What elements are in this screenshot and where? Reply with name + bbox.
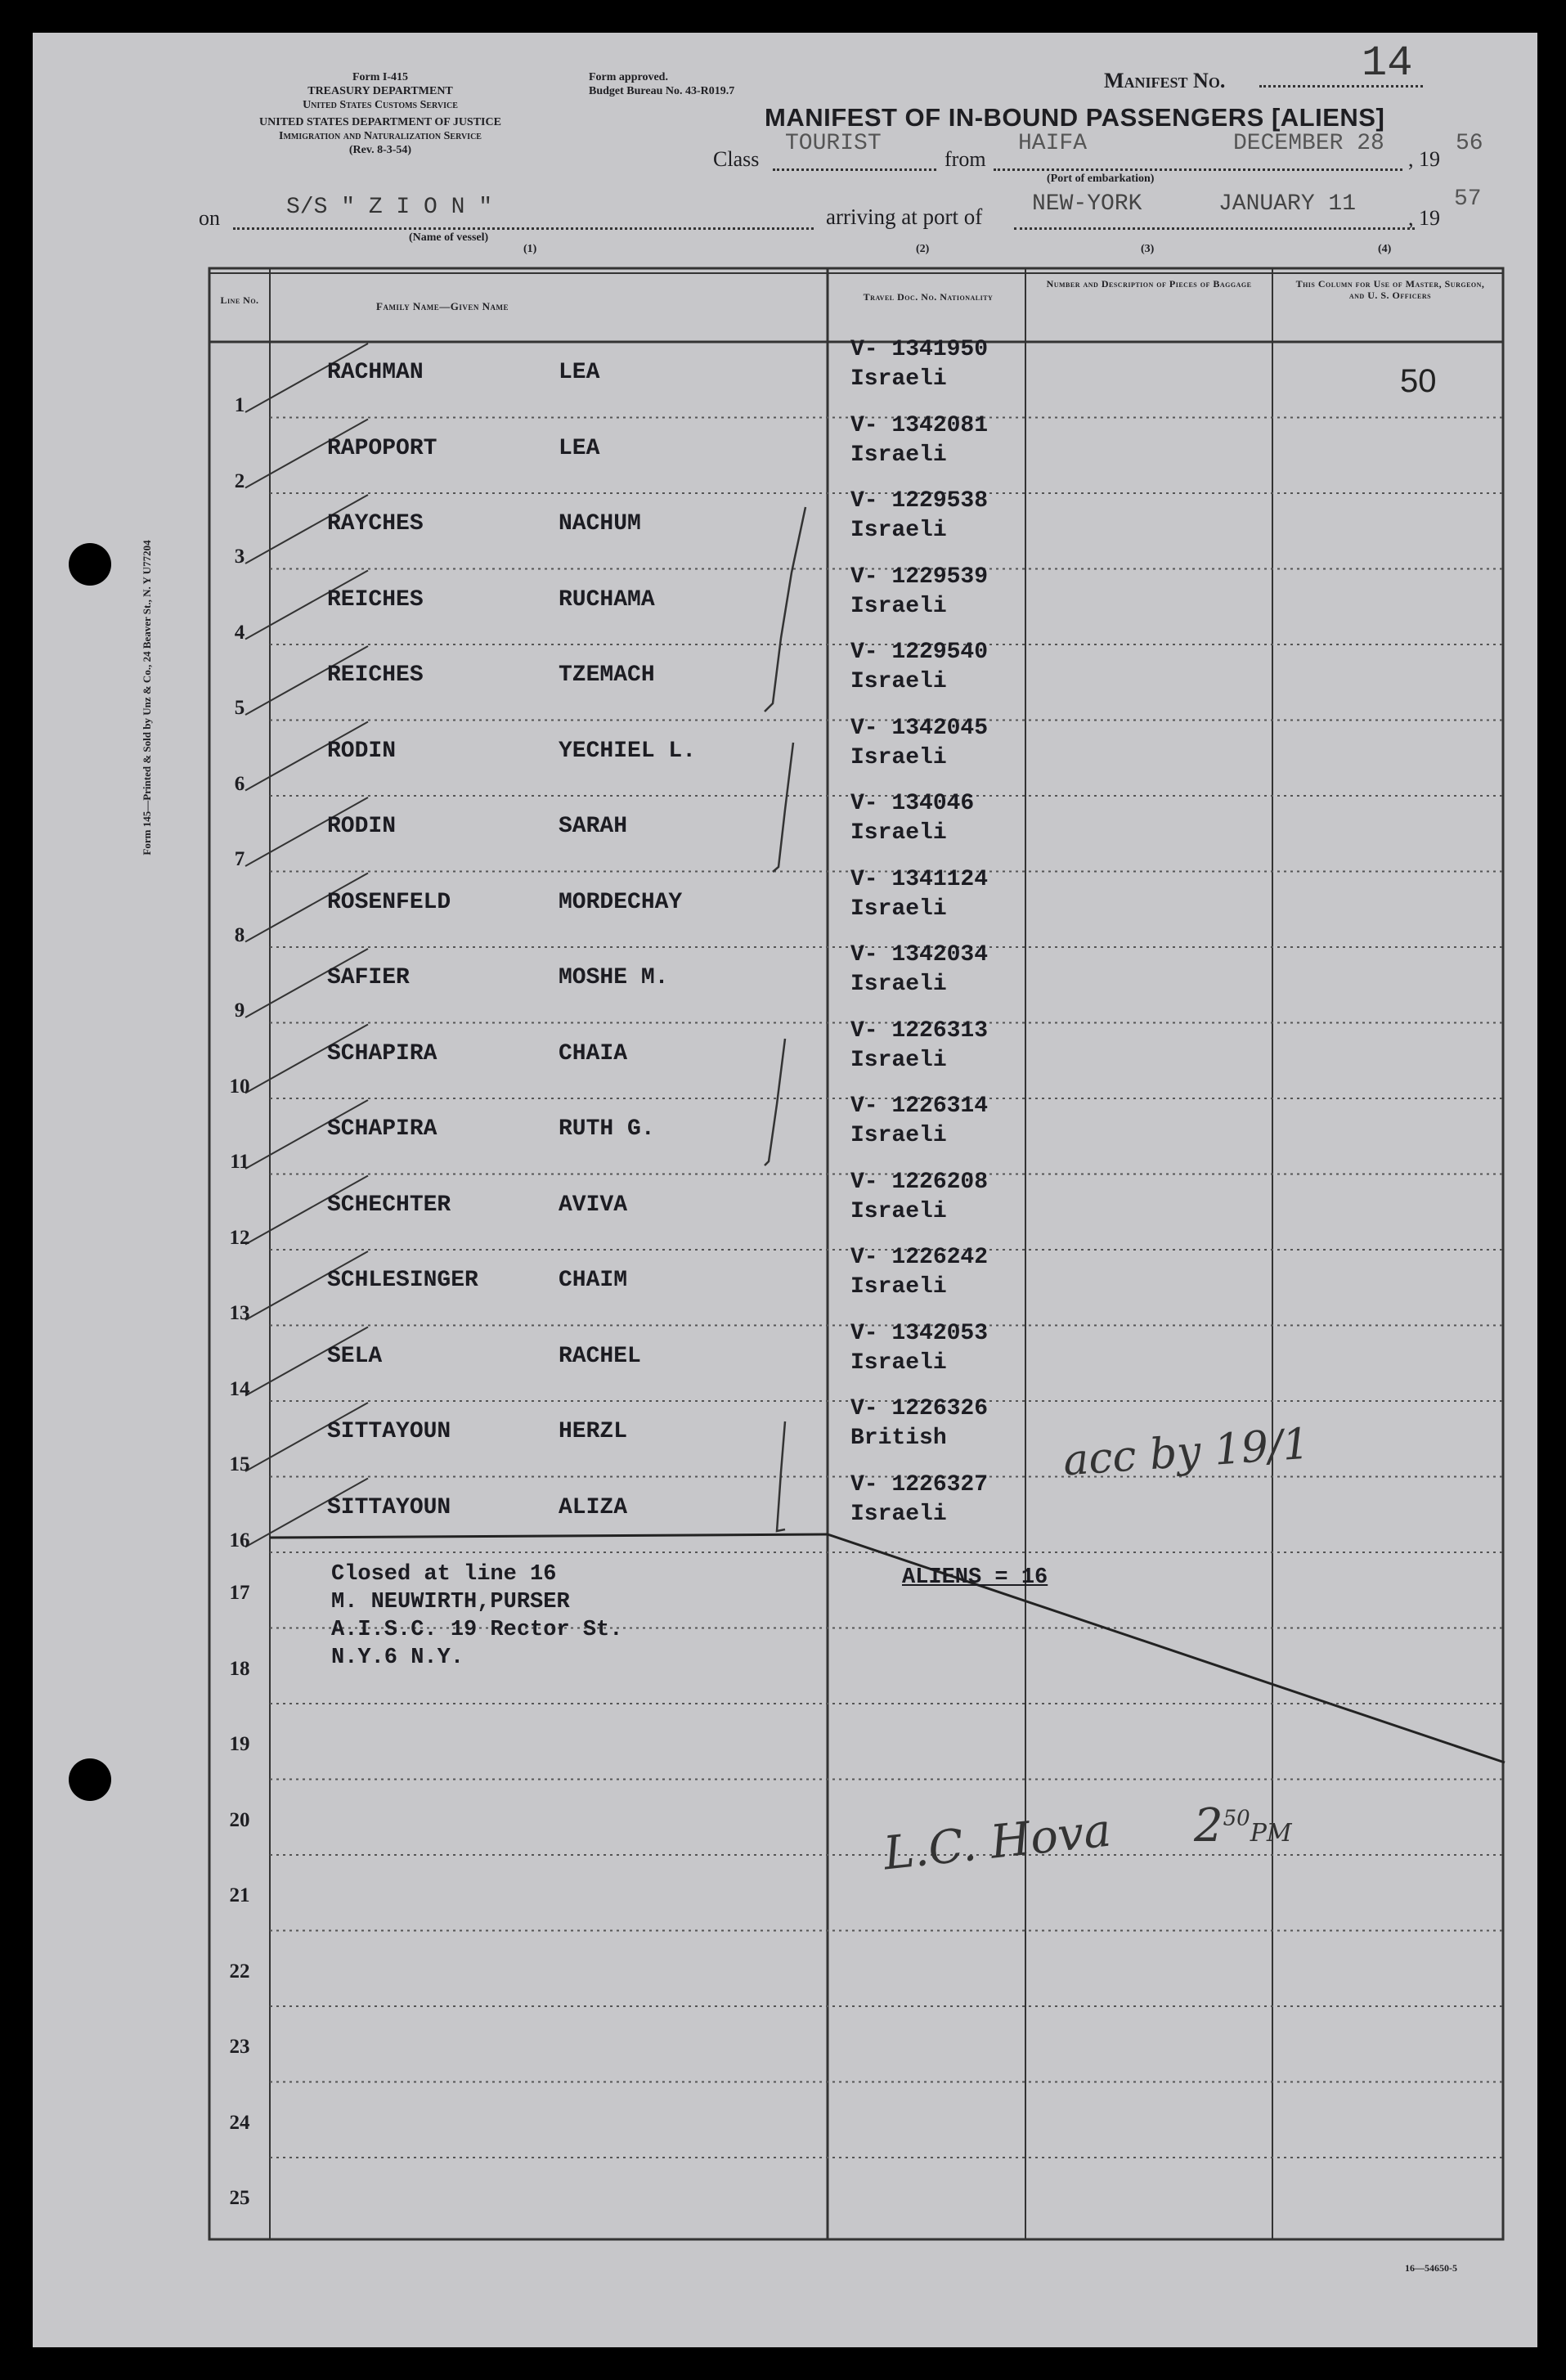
class-value: TOURIST [785, 131, 882, 156]
port-embark-caption: (Port of embarkation) [1047, 173, 1155, 185]
nationality: Israeli [850, 1047, 947, 1073]
family-name: SCHAPIRA [327, 1116, 437, 1142]
nationality: Israeli [850, 442, 947, 468]
nationality: Israeli [850, 669, 947, 694]
from-value: HAIFA [1018, 131, 1088, 156]
line-number: 19 [229, 1733, 250, 1755]
family-name: RAPOPORT [327, 435, 437, 461]
arriving-label: arriving at port of [826, 204, 983, 229]
family-name: REICHES [327, 662, 424, 688]
col-marker-2: (2) [916, 243, 930, 255]
line-number: 20 [229, 1808, 250, 1831]
travel-doc-number: V- 1226326 [850, 1396, 989, 1421]
nationality: Israeli [850, 1274, 947, 1300]
col-header-line-no: Line No. [220, 294, 259, 306]
vessel-name: S/S " Z I O N " [286, 195, 493, 220]
family-name: SAFIER [327, 965, 410, 990]
nationality: Israeli [850, 366, 947, 392]
family-name: SITTAYOUN [327, 1419, 451, 1444]
line-number: 8 [234, 923, 245, 946]
time-pm: PM [1250, 1819, 1292, 1848]
given-name: RUCHAMA [559, 586, 655, 613]
col-marker-4: (4) [1378, 243, 1392, 255]
officer-signature: L.C. Hova [881, 1803, 1114, 1881]
arrival-19: , 19 [1408, 206, 1440, 230]
closing-purser: M. NEUWIRTH,PURSER [331, 1590, 570, 1614]
line-number: 16 [229, 1529, 250, 1551]
line-number: 4 [234, 621, 245, 644]
baggage-note: acc by 19/1 [1061, 1419, 1312, 1486]
nationality: British [850, 1426, 947, 1451]
arrival-year: 57 [1454, 186, 1482, 212]
family-name: SELA [327, 1343, 383, 1369]
form-number: Form I-415 [352, 71, 409, 83]
line-number: 24 [229, 2111, 250, 2134]
dept-justice: UNITED STATES DEPARTMENT OF JUSTICE [259, 116, 501, 128]
given-name: MOSHE M. [559, 965, 669, 990]
given-name: LEA [559, 360, 600, 385]
line-number: 17 [229, 1582, 250, 1604]
given-name: SARAH [559, 814, 628, 839]
nationality: Israeli [850, 518, 947, 543]
line-number: 1 [234, 394, 245, 416]
given-name: NACHUM [559, 511, 641, 537]
officer-note: 50 [1400, 363, 1437, 399]
col-header-officers: This Column for Use of Master, Surgeon, and U. S. Officers [1295, 278, 1485, 301]
manifest-number-label: Manifest No. [1104, 69, 1226, 92]
customs-service: United States Customs Service [303, 99, 458, 111]
nationality: Israeli [850, 1198, 947, 1224]
family-name: SCHAPIRA [327, 1040, 437, 1067]
closing-address-1: A.I.S.C. 19 Rector St. [331, 1618, 623, 1642]
footer-code: 16—54650-5 [1405, 2262, 1457, 2274]
nationality: Israeli [850, 896, 947, 922]
vessel-caption: (Name of vessel) [409, 231, 489, 244]
travel-doc-number: V- 1226242 [850, 1245, 989, 1270]
family-name: SITTAYOUN [327, 1494, 451, 1520]
line-number: 11 [230, 1151, 249, 1173]
manifest-title: MANIFEST OF IN-BOUND PASSENGERS [ALIENS] [765, 103, 1385, 132]
travel-doc-number: V- 1226314 [850, 1093, 989, 1119]
from-label: from [945, 147, 986, 171]
travel-doc-number: V- 1342053 [850, 1320, 989, 1346]
line-number: 3 [234, 546, 245, 568]
travel-doc-number: V- 1342045 [850, 715, 989, 741]
family-name: SCHLESINGER [327, 1268, 478, 1293]
nationality: Israeli [850, 744, 947, 770]
family-name: RAYCHES [327, 511, 424, 537]
family-name: RODIN [327, 814, 397, 839]
given-name: AVIVA [559, 1192, 628, 1218]
line-number: 12 [229, 1226, 250, 1249]
line-number: 7 [234, 848, 245, 870]
form-approved: Form approved. [589, 71, 668, 83]
family-name: RACHMAN [327, 360, 424, 385]
travel-doc-number: V- 1229538 [850, 488, 989, 514]
on-label: on [199, 206, 220, 230]
col-header-baggage: Number and Description of Pieces of Baggage [1046, 278, 1252, 290]
line-number: 18 [229, 1657, 250, 1680]
class-label: Class [713, 147, 760, 171]
col-marker-1: (1) [523, 243, 537, 255]
line-number: 22 [229, 1960, 250, 1983]
printer-side-text: Form 145—Printed & Sold by Unz & Co., 24 Beaver St., N. Y U77204 [141, 540, 153, 855]
nationality: Israeli [850, 1501, 947, 1527]
nationality: Israeli [850, 972, 947, 997]
line-number: 5 [234, 697, 245, 719]
given-name: RUTH G. [559, 1116, 655, 1142]
travel-doc-number: V- 1341950 [850, 337, 989, 362]
line-number: 23 [229, 2036, 250, 2058]
arrival-port: NEW-YORK [1032, 191, 1142, 217]
given-name: TZEMACH [559, 662, 655, 688]
line-number: 15 [229, 1453, 250, 1475]
closing-block [331, 1560, 622, 1672]
family-name: ROSENFELD [327, 889, 451, 915]
line-number: 2 [234, 469, 245, 492]
col-header-travel-doc: Travel Doc. No. Nationality [863, 291, 994, 303]
family-name: RODIN [327, 738, 397, 764]
closing-address-2: N.Y.6 N.Y. [331, 1646, 464, 1670]
signature-time [1194, 1799, 1292, 1852]
col-marker-3: (3) [1141, 243, 1155, 255]
line-number: 25 [229, 2187, 250, 2209]
travel-doc-number: V- 1229540 [850, 640, 989, 665]
line-number: 10 [229, 1075, 250, 1098]
arrival-date: JANUARY 11 [1218, 191, 1357, 217]
embark-19: , 19 [1408, 147, 1440, 171]
manifest-number: 14 [1362, 39, 1413, 88]
family-name: SCHECHTER [327, 1192, 451, 1218]
given-name: CHAIA [559, 1040, 628, 1067]
nationality: Israeli [850, 1349, 947, 1376]
closing-line-1: Closed at line 16 [331, 1562, 557, 1587]
line-number: 9 [234, 999, 245, 1022]
travel-doc-number: V- 134046 [850, 791, 975, 816]
nationality: Israeli [850, 593, 947, 619]
given-name: ALIZA [559, 1494, 628, 1520]
line-number: 6 [234, 772, 245, 795]
given-name: CHAIM [559, 1268, 628, 1293]
travel-doc-number: V- 1226208 [850, 1169, 989, 1195]
travel-doc-number: V- 1226327 [850, 1471, 989, 1498]
time-hour: 2 [1194, 1799, 1223, 1852]
travel-doc-number: V- 1342034 [850, 942, 989, 968]
aliens-count: ALIENS = 16 [902, 1565, 1048, 1590]
nationality: Israeli [850, 1123, 947, 1148]
travel-doc-number: V- 1342081 [850, 412, 989, 438]
budget-bureau: Budget Bureau No. 43-R019.7 [589, 85, 735, 97]
time-minutes: 50 [1223, 1806, 1250, 1831]
given-name: YECHIEL L. [559, 738, 697, 764]
family-name: REICHES [327, 586, 424, 613]
dept-treasury: TREASURY DEPARTMENT [307, 85, 453, 97]
travel-doc-number: V- 1226313 [850, 1017, 989, 1044]
line-number: 14 [229, 1377, 250, 1400]
given-name: RACHEL [559, 1343, 641, 1369]
nationality: Israeli [850, 820, 947, 846]
immigration-service: Immigration and Naturalization Service [279, 130, 482, 142]
travel-doc-number: V- 1229539 [850, 564, 989, 590]
line-number: 13 [229, 1302, 250, 1324]
line-number: 21 [229, 1884, 250, 1906]
col-header-name: Family Name—Given Name [376, 300, 509, 312]
embark-date: DECEMBER 28 [1233, 131, 1384, 156]
travel-doc-number: V- 1341124 [850, 866, 989, 892]
embark-year: 56 [1456, 131, 1483, 156]
revision: (Rev. 8-3-54) [348, 144, 412, 156]
given-name: MORDECHAY [559, 889, 683, 915]
given-name: HERZL [559, 1419, 628, 1444]
given-name: LEA [559, 435, 600, 461]
